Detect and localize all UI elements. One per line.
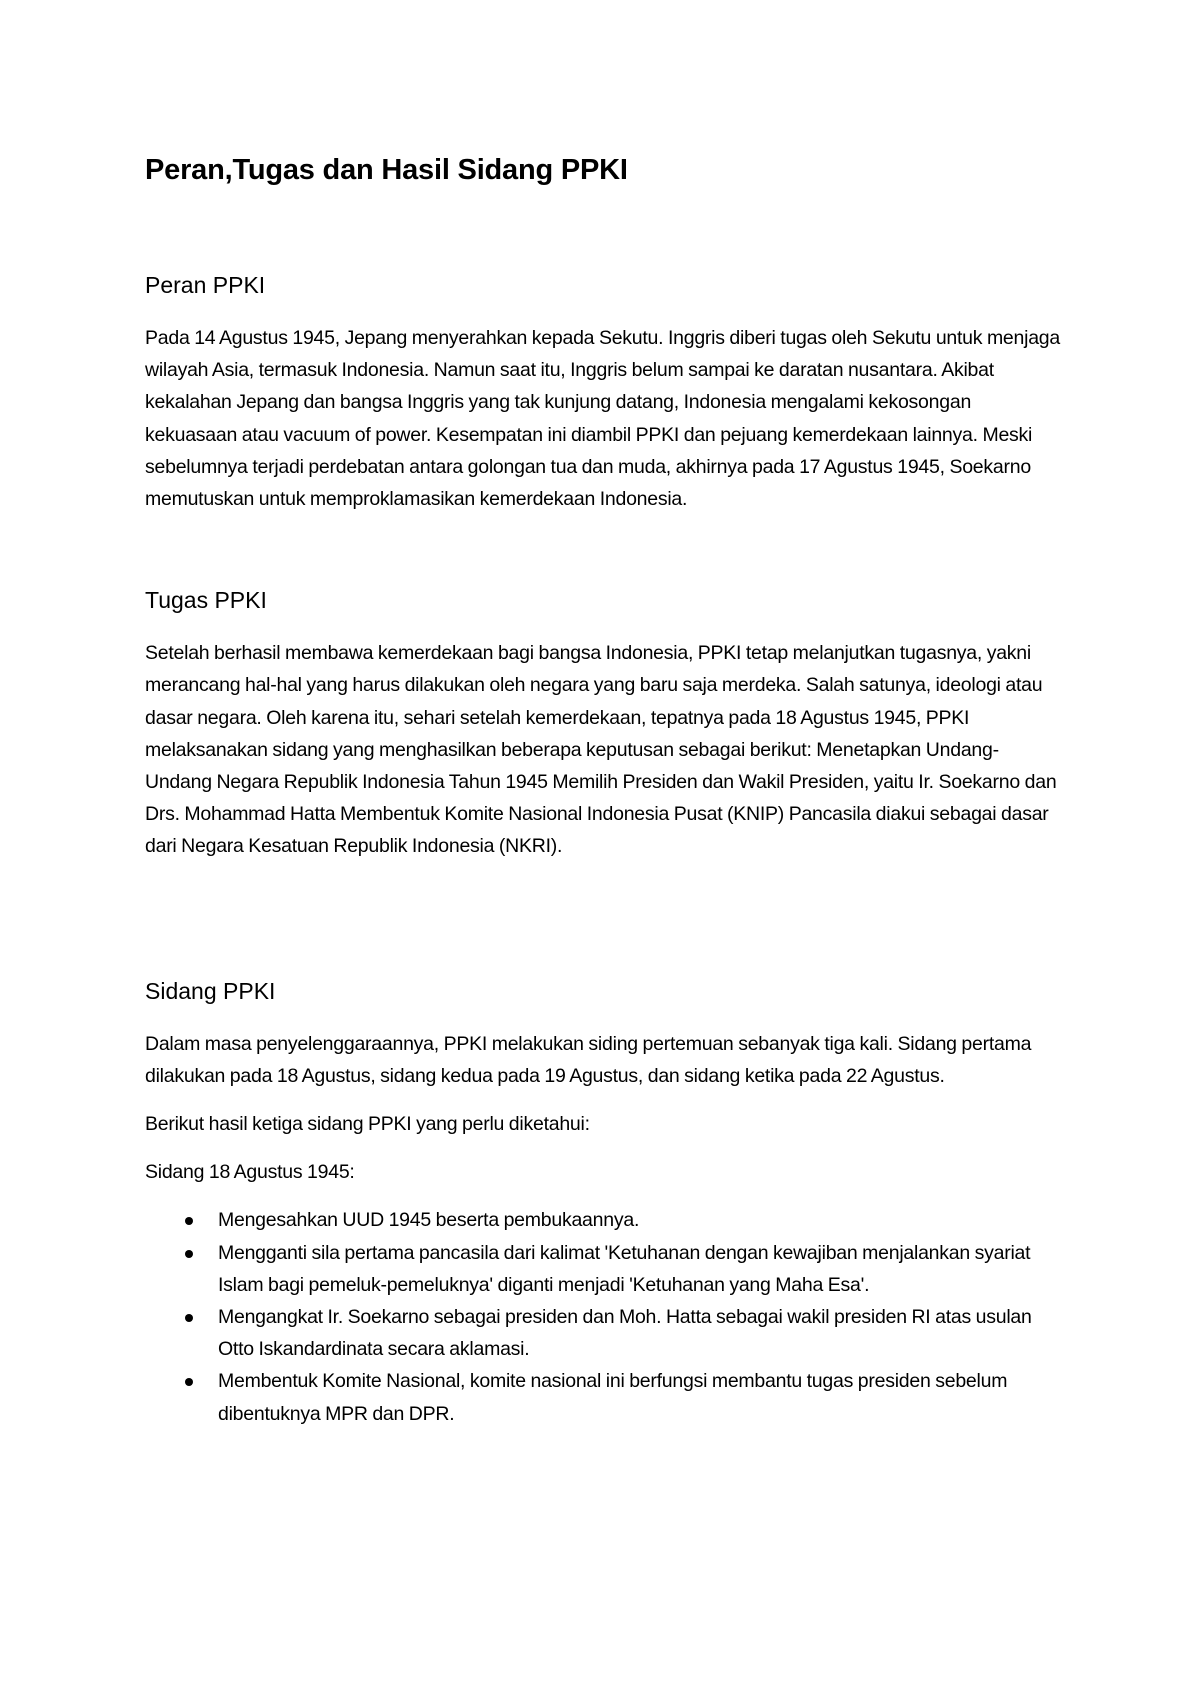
- bullet-icon: [185, 1250, 193, 1258]
- document-title: Peran,Tugas dan Hasil Sidang PPKI: [145, 154, 628, 186]
- sidang-intro-text: Berikut hasil ketiga sidang PPKI yang perlu diketahui:: [145, 1113, 590, 1136]
- bullet-item: [145, 1204, 1065, 1236]
- section-heading-tugas: Tugas PPKI: [145, 587, 267, 614]
- sidang-subheading: Sidang 18 Agustus 1945:: [145, 1161, 355, 1184]
- section-paragraph-tugas: Setelah berhasil membawa kemerdekaan bagi bangsa Indonesia, PPKI tetap melanjutkan tugasnya, yakni merancang hal-hal yang harus dilakukan oleh negara yang baru saja merdeka. Salah satunya, ideologi atau dasar negara. Oleh karena itu, sehari setelah kemerdekaan, tepatnya pada 18 Agustus 1945, PPKI melaksanakan sidang yang menghasilkan beberapa keputusan sebagai berikut: Menetapkan Undang-Undang Negara Republik Indonesia Tahun 1945 Memilih Presiden dan Wakil Presiden, yaitu Ir. Soekarno dan Drs. Mohammad Hatta Membentuk Komite Nasional Indonesia Pusat (KNIP) Pancasila diakui sebagai dasar dari Negara Kesatuan Republik Indonesia (NKRI).: [145, 642, 1057, 858]
- section-heading-peran: Peran PPKI: [145, 272, 266, 298]
- bullet-icon: [185, 1217, 193, 1225]
- bullet-item: [145, 1237, 1065, 1301]
- section-paragraph-sidang: Dalam masa penyelenggaraannya, PPKI melakukan siding pertemuan sebanyak tiga kali. Sidang pertama dilakukan pada 18 Agustus, sidang kedua pada 19 Agustus, dan sidang ketika pada 22 Agustus.: [145, 1032, 1032, 1087]
- bullet-text: Mengangkat Ir. Soekarno sebagai presiden dan Moh. Hatta sebagai wakil presiden RI atas usulan Otto Iskandardinata secara aklamasi.: [218, 1306, 1032, 1361]
- bullet-text: Membentuk Komite Nasional, komite nasional ini berfungsi membantu tugas presiden sebelum dibentuknya MPR dan DPR.: [218, 1370, 1008, 1425]
- section-heading-sidang: Sidang PPKI: [145, 977, 276, 1004]
- bullet-item: [145, 1301, 1065, 1365]
- bullet-text: Mengesahkan UUD 1945 beserta pembukaannya.: [218, 1209, 640, 1232]
- bullet-icon: [185, 1314, 193, 1322]
- document-body: [145, 150, 1065, 1430]
- bullet-text: Mengganti sila pertama pancasila dari kalimat 'Ketuhanan dengan kewajiban menjalankan syariat Islam bagi pemeluk-pemeluknya' diganti menjadi 'Ketuhanan yang Maha Esa'.: [218, 1241, 1031, 1296]
- bullet-icon: [185, 1378, 193, 1386]
- sidang-bullet-list: [145, 1204, 1065, 1429]
- bullet-item: [145, 1365, 1065, 1429]
- section-paragraph-peran: Pada 14 Agustus 1945, Jepang menyerahkan kepada Sekutu. Inggris diberi tugas oleh Sekutu untuk menjaga wilayah Asia, termasuk Indonesia. Namun saat itu, Inggris belum sampai ke daratan nusantara. Akibat kekalahan Jepang dan bangsa Inggris yang tak kunjung datang, Indonesia mengalami kekosongan kekuasaan atau vacuum of power. Kesempatan ini diambil PPKI dan pejuang kemerdekaan lainnya. Meski sebelumnya terjadi perdebatan antara golongan tua dan muda, akhirnya pada 17 Agustus 1945, Soekarno memutuskan untuk memproklamasikan kemerdekaan Indonesia.: [145, 327, 1060, 511]
